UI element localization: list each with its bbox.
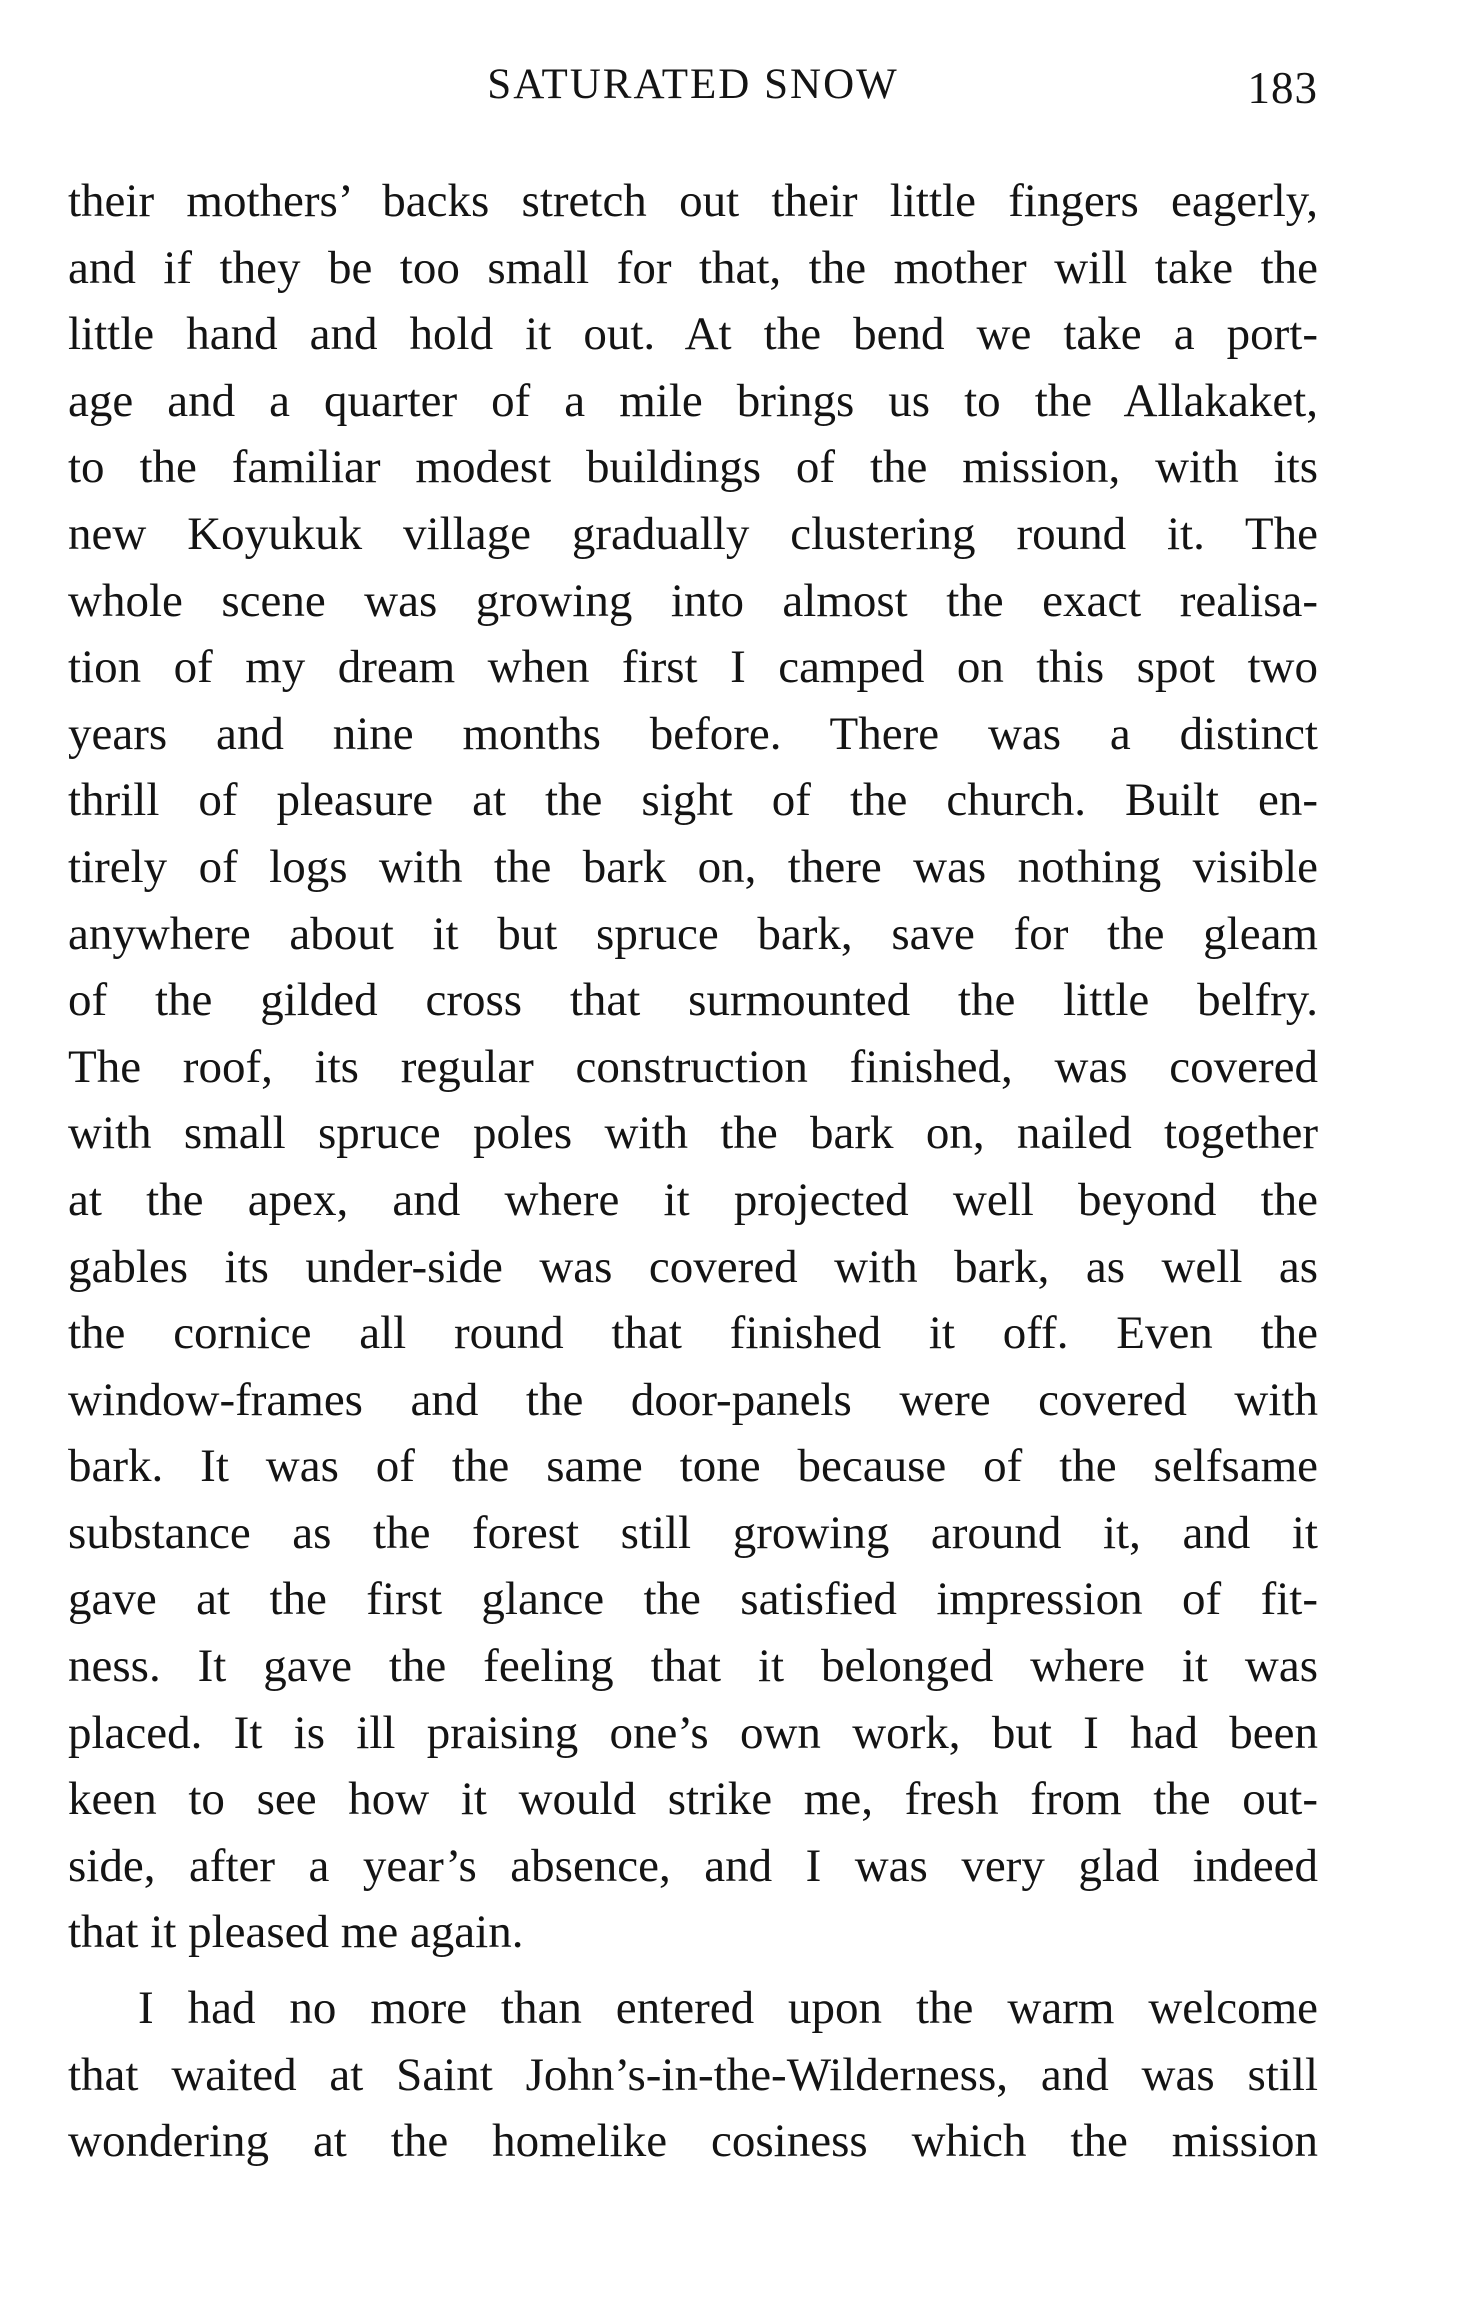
text-line: new Koyukuk village gradually clustering round it. The (68, 507, 1318, 560)
text-line: and if they be too small for that, the mother will take the (68, 241, 1318, 294)
text-line: age and a quarter of a mile brings us to the Allakaket, (68, 374, 1318, 427)
text-line: window-frames and the door-panels were covered with (68, 1373, 1318, 1426)
text-line: little hand and hold it out. At the bend we take a port- (68, 308, 1318, 361)
paragraph (68, 1975, 1318, 2175)
text-line: bark. It was of the same tone because of the selfsame (68, 1440, 1318, 1493)
running-head (68, 60, 1318, 120)
text-line: the cornice all round that finished it off. Even the (68, 1307, 1318, 1360)
text-line: to the familiar modest buildings of the mission, with its (68, 441, 1318, 494)
text-line: wondering at the homelike cosiness which the mission (68, 2115, 1318, 2168)
text-line: of the gilded cross that surmounted the little belfry. (68, 974, 1318, 1027)
text-line: The roof, its regular construction finished, was covered (68, 1040, 1318, 1093)
text-line: whole scene was growing into almost the exact realisa- (68, 574, 1318, 627)
text-line: I had no more than entered upon the warm welcome (138, 1982, 1318, 2035)
text-line: tirely of logs with the bark on, there was nothing visible (68, 840, 1318, 893)
text-line: with small spruce poles with the bark on, nailed together (68, 1107, 1318, 1160)
text-line: keen to see how it would strike me, fresh from the out- (68, 1773, 1318, 1826)
text-line: gave at the first glance the satisfied impression of fit- (68, 1573, 1318, 1626)
page-number: 183 (1247, 63, 1318, 113)
text-line: at the apex, and where it projected well beyond the (68, 1173, 1318, 1226)
text-line: thrill of pleasure at the sight of the church. Built en- (68, 774, 1318, 827)
book-page (68, 60, 1318, 2175)
text-line: anywhere about it but spruce bark, save for the gleam (68, 907, 1318, 960)
text-line: substance as the forest still growing around it, and it (68, 1506, 1318, 1559)
text-line: ness. It gave the feeling that it belonged where it was (68, 1640, 1318, 1693)
text-line: that it pleased me again. (68, 1906, 524, 1959)
paragraph (68, 168, 1318, 1966)
running-title: SATURATED SNOW (487, 61, 899, 108)
text-line: placed. It is ill praising one’s own work, but I had been (68, 1706, 1318, 1759)
body-text (68, 168, 1318, 2175)
text-line: that waited at Saint John’s-in-the-Wilderness, and was still (68, 2048, 1318, 2101)
text-line: years and nine months before. There was a distinct (68, 707, 1318, 760)
text-line: tion of my dream when first I camped on this spot two (68, 641, 1318, 694)
text-line: side, after a year’s absence, and I was very glad indeed (68, 1839, 1318, 1892)
text-line: their mothers’ backs stretch out their little fingers eagerly, (68, 175, 1318, 227)
text-line: gables its under-side was covered with bark, as well as (68, 1240, 1318, 1293)
